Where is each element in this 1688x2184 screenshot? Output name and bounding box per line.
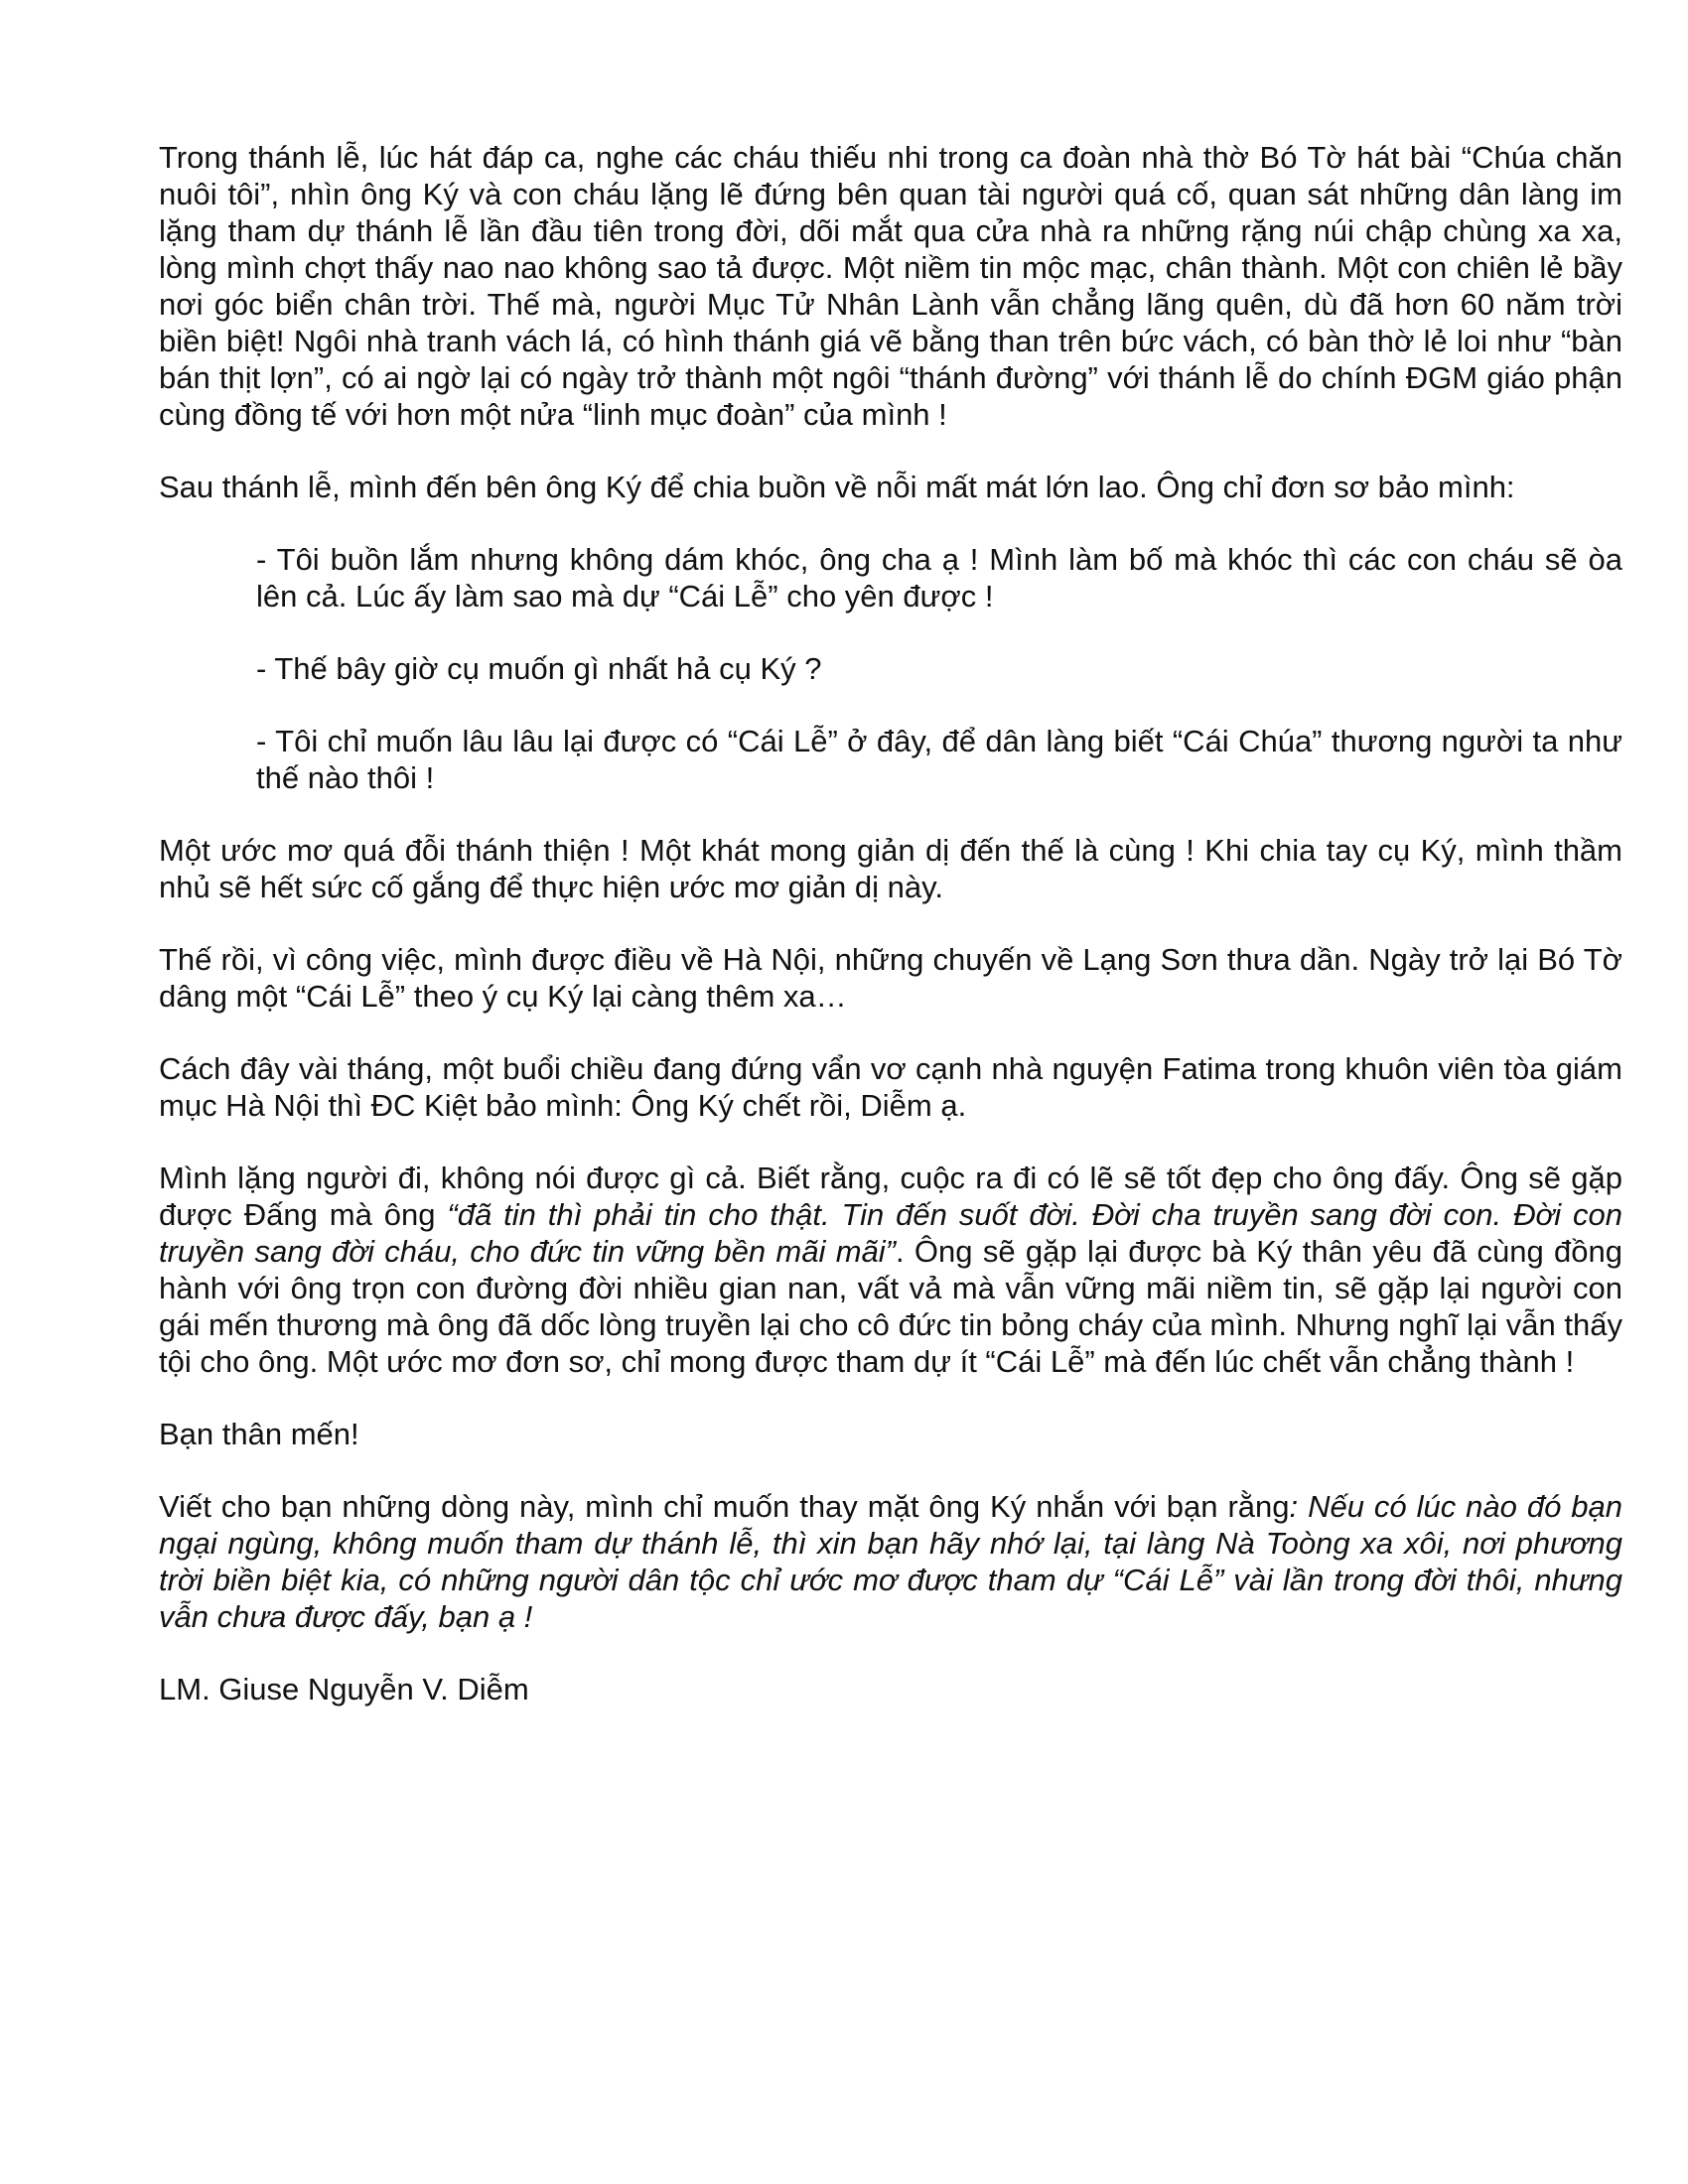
dialogue-line-3: - Tôi chỉ muốn lâu lâu lại được có “Cái Lễ” ở đây, để dân làng biết “Cái Chúa” thương người ta như thế nào thôi !: [256, 724, 1622, 795]
dialogue-line-1: - Tôi buồn lắm nhưng không dám khóc, ông cha ạ ! Mình làm bố mà khóc thì các con cháu sẽ òa lên cả. Lúc ấy làm sao mà dự “Cái Lễ” cho yên được !: [256, 542, 1622, 614]
signature: LM. Giuse Nguyễn V. Diễm: [159, 1672, 529, 1706]
paragraph-closing-message: [159, 1488, 1622, 1635]
closing-italic-message: : Nếu có lúc nào đó bạn ngại ngùng, không muốn tham dự thánh lễ, thì xin bạn hãy nhớ lại, tại làng Nà Toòng xa xôi, nơi phương trời biền biệt kia, có những người dân tộc chỉ ước mơ được tham dự “Cái Lễ” vài lần trong đời thôi, nhưng vẫn chưa được đấy, bạn ạ !: [159, 1489, 1622, 1634]
paragraph-news: Cách đây vài tháng, một buổi chiều đang đứng vẩn vơ cạnh nhà nguyện Fatima trong khuôn viên tòa giám mục Hà Nội thì ĐC Kiệt bảo mình: Ông Ký chết rồi, Diễm ạ.: [159, 1051, 1622, 1123]
paragraph-after-mass: Sau thánh lễ, mình đến bên ông Ký để chia buồn về nỗi mất mát lớn lao. Ông chỉ đơn sơ bảo mình:: [159, 470, 1515, 504]
document-page: [159, 139, 1622, 1743]
reflection-text-end: . Ông sẽ gặp lại được bà Ký thân yêu đã cùng đồng hành với ông trọn con đường đời nhiều gian nan, vất vả mà vẫn vững mãi niềm tin, sẽ gặp lại người con gái mến thương mà ông đã dốc lòng truyền lại cho cô đức tin bỏng cháy của mình. Nhưng nghĩ lại vẫn thấy tội cho ông. Một ước mơ đơn sơ, chỉ mong được tham dự ít “Cái Lễ” mà đến lúc chết vẫn chẳng thành !: [159, 1234, 1622, 1379]
paragraph-hanoi: Thế rồi, vì công việc, mình được điều về Hà Nội, những chuyến về Lạng Sơn thưa dần. Ngày trở lại Bó Tờ dâng một “Cái Lễ” theo ý cụ Ký lại càng thêm xa…: [159, 942, 1622, 1014]
paragraph-mass-reflection: Trong thánh lễ, lúc hát đáp ca, nghe các cháu thiếu nhi trong ca đoàn nhà thờ Bó Tờ hát bài “Chúa chăn nuôi tôi”, nhìn ông Ký và con cháu lặng lẽ đứng bên quan tài người quá cố, quan sát những dân làng im lặng tham dự thánh lễ lần đầu tiên trong đời, dõi mắt qua cửa nhà ra những rặng núi chập chùng xa xa, lòng mình chợt thấy nao nao không sao tả được. Một niềm tin mộc mạc, chân thành. Một con chiên lẻ bầy nơi góc biển chân trời. Thế mà, người Mục Tử Nhân Lành vẫn chẳng lãng quên, dù đã hơn 60 năm trời biền biệt! Ngôi nhà tranh vách lá, có hình thánh giá vẽ bằng than trên bức vách, có bàn thờ lẻ loi như “bàn bán thịt lợn”, có ai ngờ lại có ngày trở thành một ngôi “thánh đường” với thánh lễ do chính ĐGM giáo phận cùng đồng tế với hơn một nửa “linh mục đoàn” của mình !: [159, 140, 1622, 432]
reflection-text-start: Mình lặng người đi, không nói được gì cả. Biết rằng, cuộc ra đi có lẽ sẽ tốt đẹp cho ông đấy. Ông sẽ gặp được Đấng mà ông: [159, 1160, 1622, 1232]
dialogue-line-2: - Thế bây giờ cụ muốn gì nhất hả cụ Ký ?: [256, 651, 822, 686]
greeting: Bạn thân mến!: [159, 1417, 359, 1451]
paragraph-wish: Một ước mơ quá đỗi thánh thiện ! Một khát mong giản dị đến thế là cùng ! Khi chia tay cụ Ký, mình thầm nhủ sẽ hết sức cố gắng để thực hiện ước mơ giản dị này.: [159, 833, 1622, 904]
reflection-quote: “đã tin thì phải tin cho thật. Tin đến suốt đời. Đời cha truyền sang đời con. Đời con truyền sang đời cháu, cho đức tin vững bền mãi mãi”: [159, 1197, 1622, 1269]
paragraph-reflection: [159, 1160, 1622, 1380]
closing-text-start: Viết cho bạn những dòng này, mình chỉ muốn thay mặt ông Ký nhắn với bạn rằng: [159, 1489, 1290, 1524]
